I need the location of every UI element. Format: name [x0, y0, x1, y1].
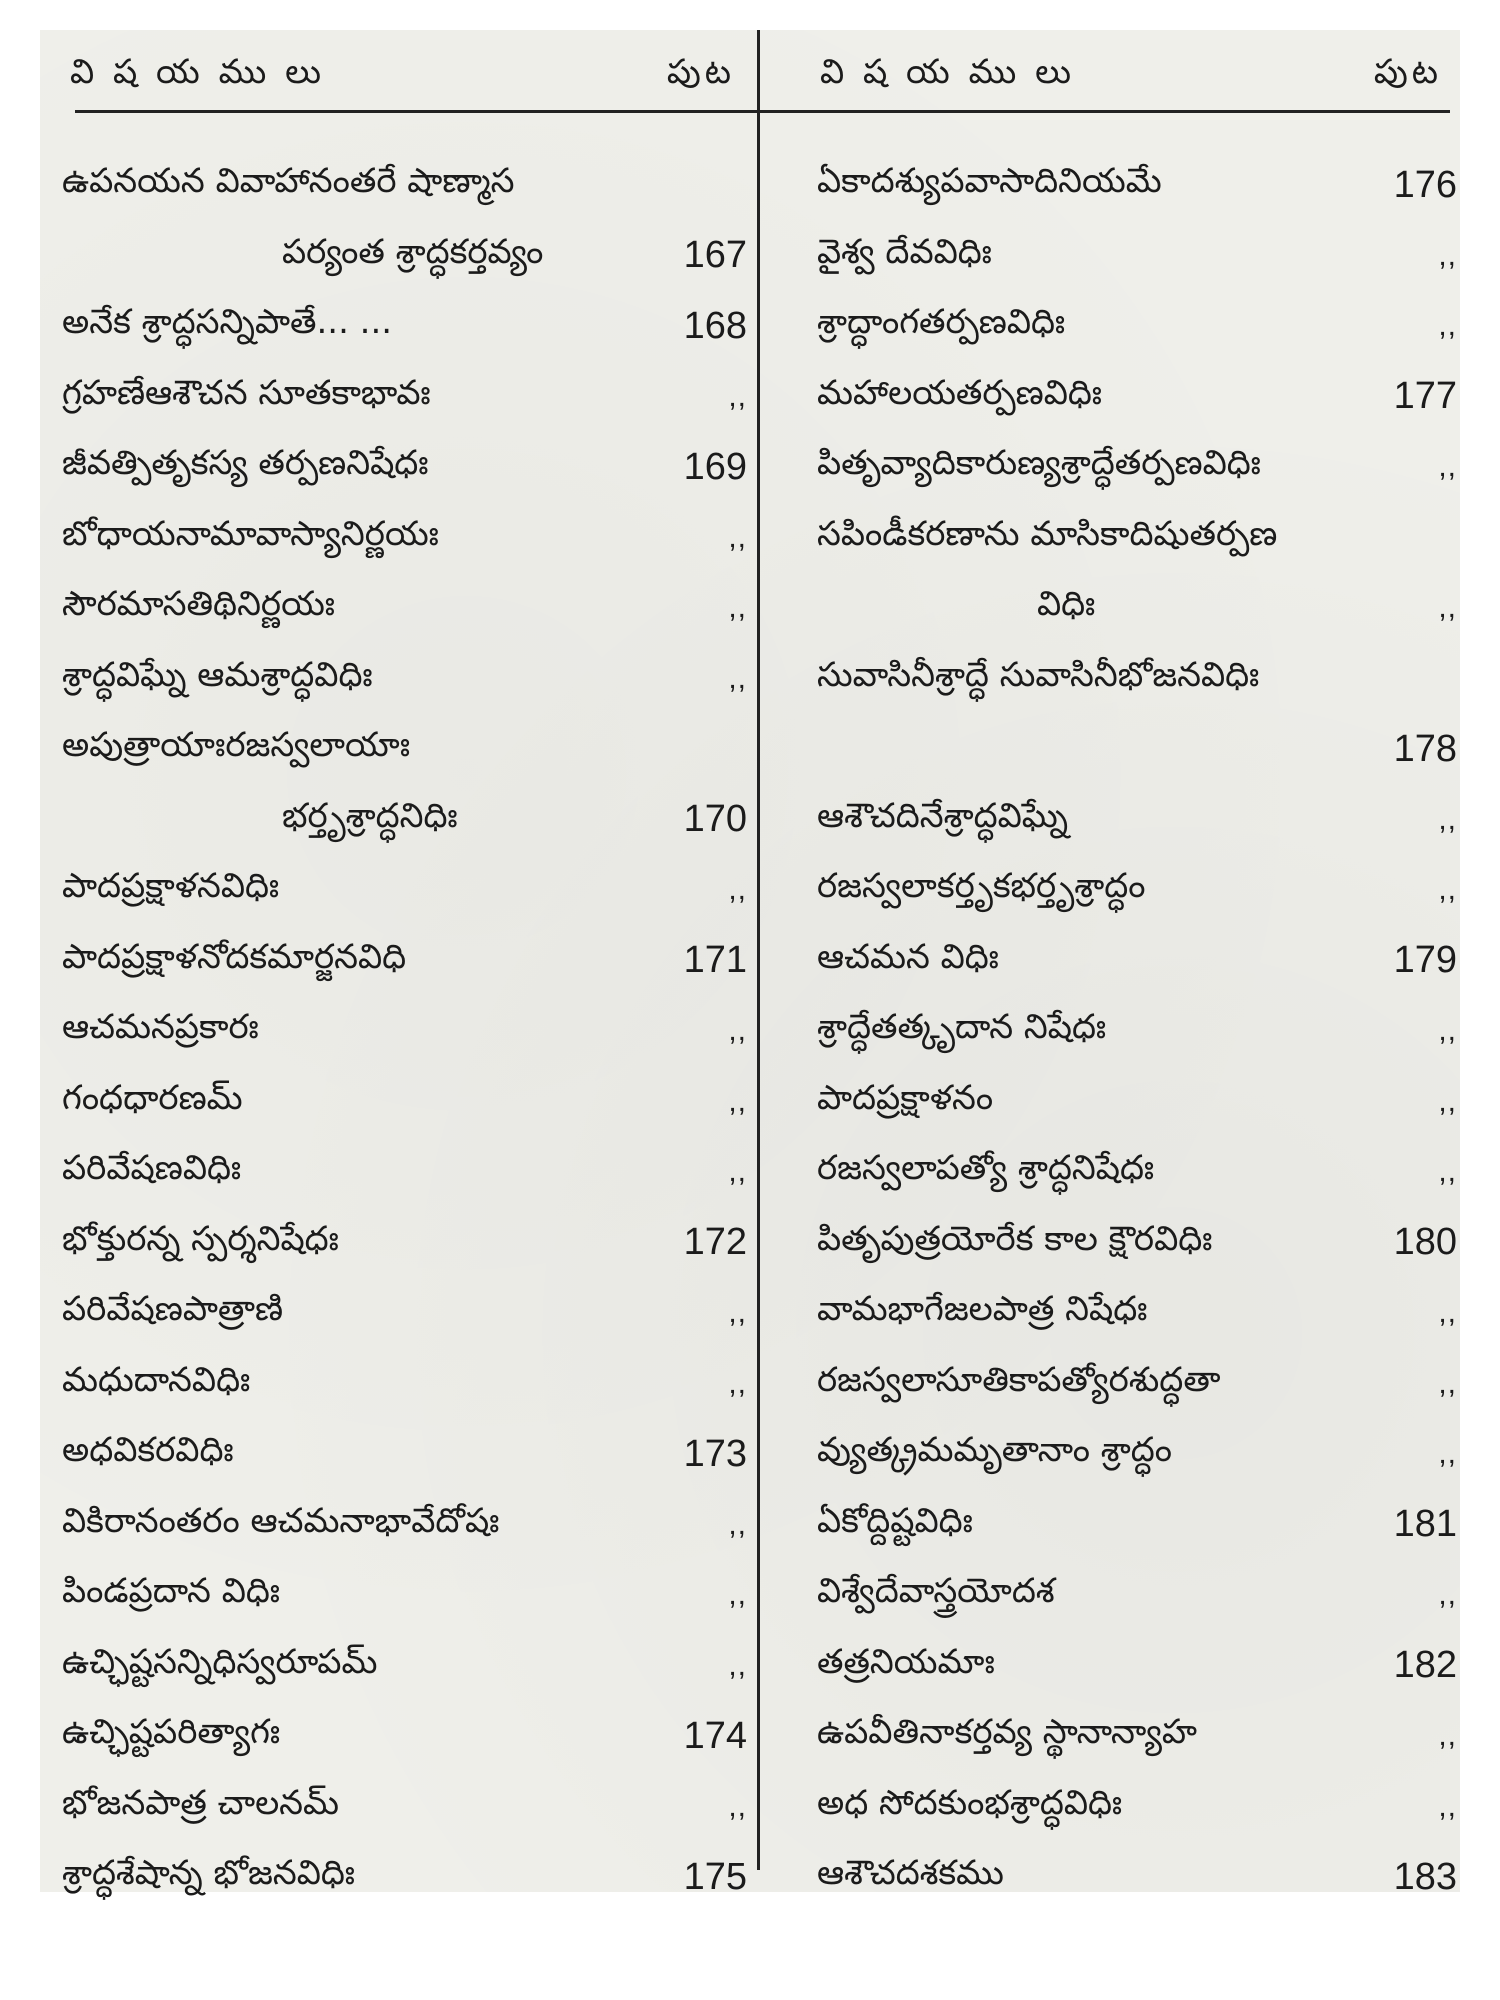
- index-entry: [62, 221, 747, 292]
- entry-title: పాదప్రక్షాళనోదకమార్జనవిధి: [62, 936, 407, 977]
- index-entry: [62, 150, 747, 221]
- index-entry: [817, 1137, 1457, 1208]
- entry-title: పర్యంత శ్రాద్ధకర్తవ్యం: [282, 231, 544, 272]
- entry-title: ఏకోద్దిష్టవిధిః: [817, 1500, 973, 1541]
- entry-title: పాదప్రక్షాళనవిధిః: [62, 866, 280, 907]
- entry-page-number: 181: [1393, 1503, 1457, 1546]
- index-entry: [62, 1208, 747, 1279]
- right-column: [765, 30, 1460, 1898]
- entry-title: అనేక శ్రాద్ధసన్నిపాతే... ...: [62, 302, 393, 343]
- index-entry: [62, 1067, 747, 1138]
- entry-page-number: 172: [683, 1221, 747, 1264]
- entry-title: తత్రనియమాః: [817, 1641, 995, 1682]
- index-entry: [817, 1560, 1457, 1631]
- index-entry: [62, 573, 747, 644]
- entry-title: సువాసినీశ్రాద్ధే సువాసినీభోజనవిధిః: [817, 654, 1260, 695]
- index-entry: [62, 1278, 747, 1349]
- entry-page-number: 180: [1393, 1221, 1457, 1264]
- index-entry: [817, 1842, 1457, 1913]
- index-entry: [817, 1278, 1457, 1349]
- entry-title: శ్రాద్ధేతత్కృదాన నిషేధః: [817, 1007, 1107, 1048]
- entry-page-number: 174: [683, 1714, 747, 1757]
- entry-page-number: ,,: [1438, 1366, 1457, 1400]
- entry-title: ఆచమనప్రకారః: [62, 1007, 259, 1048]
- index-entry: [817, 432, 1457, 503]
- entry-title: శ్రాద్ధవిఘ్నే ఆమశ్రాద్ధవిధిః: [62, 654, 373, 695]
- entry-title: రజస్వలాసూతికాపత్యోరశుద్ధతా: [817, 1359, 1221, 1400]
- entry-page-number: ,,: [728, 379, 747, 413]
- index-entry: [817, 1419, 1457, 1490]
- entry-page-number: ,,: [1438, 1084, 1457, 1118]
- entry-title: పితృవ్యాదికారుణ్యశ్రాద్ధేతర్పణవిధిః: [817, 443, 1261, 484]
- entry-title: ఉపవీతినాకర్తవ్య స్థానాన్యాహ: [817, 1712, 1198, 1753]
- entry-page-number: 183: [1393, 1855, 1457, 1898]
- index-entry: [62, 291, 747, 362]
- entry-page-number: ,,: [1438, 309, 1457, 343]
- entry-title: గంధధారణమ్: [62, 1077, 243, 1118]
- entry-title: గ్రహణేఆశౌచన సూతకాభావః: [62, 372, 431, 413]
- entry-page-number: 168: [683, 304, 747, 347]
- entry-page-number: ,,: [728, 873, 747, 907]
- entry-title: అధవికరవిధిః: [62, 1430, 234, 1471]
- subject-heading: వి ష య ము లు: [70, 52, 325, 92]
- index-entry: [817, 1631, 1457, 1702]
- left-index-list: [62, 150, 747, 1913]
- index-entry: [817, 785, 1457, 856]
- entry-page-number: ,,: [1438, 1155, 1457, 1189]
- entry-title: పితృపుత్రయోరేక కాల క్షౌరవిధిః: [817, 1218, 1213, 1259]
- entry-page-number: ,,: [728, 591, 747, 625]
- index-entry: [817, 1208, 1457, 1279]
- entry-page-number: ,,: [1438, 1719, 1457, 1753]
- entry-page-number: ,,: [1438, 1789, 1457, 1823]
- entry-title: ఆచమన విధిః: [817, 936, 999, 977]
- left-column: [40, 30, 755, 1898]
- entry-title: పరివేషణవిధిః: [62, 1148, 242, 1189]
- index-entry: [62, 996, 747, 1067]
- entry-page-number: ,,: [728, 1789, 747, 1823]
- entry-title: శ్రాద్ధశేషాన్న భోజనవిధిః: [62, 1853, 355, 1894]
- entry-title: విధిః: [1037, 584, 1096, 625]
- entry-page-number: ,,: [728, 1507, 747, 1541]
- left-column-header: [70, 48, 735, 100]
- entry-page-number: ,,: [728, 1648, 747, 1682]
- index-entry: [62, 1137, 747, 1208]
- entry-title: బోధాయనామావాస్యానిర్ణయః: [62, 513, 439, 554]
- index-entry: [62, 785, 747, 856]
- entry-title: పాదప్రక్షాళనం: [817, 1077, 994, 1118]
- entry-page-number: 177: [1393, 375, 1457, 418]
- index-entry: [62, 362, 747, 433]
- index-entry: [62, 1701, 747, 1772]
- index-entry: [817, 1490, 1457, 1561]
- index-entry: [817, 926, 1457, 997]
- entry-title: భోజనపాత్ర చాలనమ్: [62, 1782, 340, 1823]
- index-entry: [817, 1772, 1457, 1843]
- index-entry: [62, 926, 747, 997]
- entry-page-number: ,,: [728, 1296, 747, 1330]
- entry-title: వామభాగేజలపాత్ర నిషేధః: [817, 1289, 1148, 1330]
- index-entry: [817, 362, 1457, 433]
- entry-title: వైశ్వ దేవవిధిః: [817, 231, 992, 272]
- index-entry: [62, 432, 747, 503]
- column-divider: [757, 30, 760, 1870]
- entry-title: సౌరమాసతిథినిర్ణయః: [62, 584, 335, 625]
- index-entry: [817, 714, 1457, 785]
- index-entry: [817, 291, 1457, 362]
- entry-page-number: 178: [1393, 727, 1457, 770]
- entry-page-number: 171: [683, 939, 747, 982]
- index-entry: [62, 1419, 747, 1490]
- right-column-header: [820, 48, 1442, 100]
- entry-title: పిండప్రదాన విధిః: [62, 1571, 280, 1612]
- entry-page-number: ,,: [728, 1014, 747, 1048]
- entry-title: ఆశౌచదశకము: [817, 1853, 1004, 1894]
- entry-page-number: ,,: [728, 520, 747, 554]
- entry-title: ఉచ్ఛిష్టసన్నిధిస్వరూపమ్: [62, 1641, 378, 1682]
- entry-page-number: 169: [683, 445, 747, 488]
- index-entry: [62, 1349, 747, 1420]
- entry-title: ఉపనయన వివాహానంతరే షాణ్మాస: [62, 161, 515, 202]
- entry-title: వ్యుత్క్రమమృతానాం శ్రాద్ధం: [817, 1430, 1173, 1471]
- entry-page-number: 170: [683, 798, 747, 841]
- index-entry: [817, 855, 1457, 926]
- entry-title: శ్రాద్ధాంగతర్పణవిధిః: [817, 302, 1066, 343]
- index-entry: [817, 503, 1457, 574]
- index-entry: [62, 1560, 747, 1631]
- entry-page-number: ,,: [728, 1366, 747, 1400]
- index-entry: [62, 855, 747, 926]
- entry-title: మహాలయతర్పణవిధిః: [817, 372, 1102, 413]
- index-entry: [817, 221, 1457, 292]
- entry-title: పరివేషణపాత్రాణి: [62, 1289, 284, 1330]
- entry-page-number: ,,: [1438, 1437, 1457, 1471]
- entry-page-number: ,,: [728, 1578, 747, 1612]
- index-entry: [62, 1772, 747, 1843]
- page-heading: పుట: [666, 52, 735, 92]
- page-heading: పుట: [1373, 52, 1442, 92]
- entry-title: ఆశౌచదినేశ్రాద్ధవిఘ్నే: [817, 795, 1068, 836]
- entry-title: జీవత్పితృకస్య తర్పణనిషేధః: [62, 443, 429, 484]
- index-entry: [817, 1701, 1457, 1772]
- entry-page-number: 176: [1393, 163, 1457, 206]
- index-entry: [62, 644, 747, 715]
- entry-title: అపుత్రాయాఃరజస్వలాయాః: [62, 725, 411, 766]
- index-entry: [817, 644, 1457, 715]
- entry-page-number: ,,: [1438, 591, 1457, 625]
- index-entry: [62, 503, 747, 574]
- index-entry: [62, 1490, 747, 1561]
- entry-page-number: ,,: [1438, 238, 1457, 272]
- entry-page-number: ,,: [728, 661, 747, 695]
- entry-title: మధుదానవిధిః: [62, 1359, 251, 1400]
- entry-title: అధ సోదకుంభశ్రాద్ధవిధిః: [817, 1782, 1123, 1823]
- entry-page-number: ,,: [728, 1155, 747, 1189]
- entry-page-number: 175: [683, 1855, 747, 1898]
- index-entry: [62, 714, 747, 785]
- entry-page-number: ,,: [1438, 1296, 1457, 1330]
- entry-title: రజస్వలాపత్యో శ్రాద్ధనిషేధః: [817, 1148, 1155, 1189]
- entry-page-number: 167: [683, 234, 747, 277]
- entry-title: ఏకాదశ్యుపవాసాదినియమే: [817, 161, 1162, 202]
- entry-title: సపిండీకరణాను మాసికాదిషుతర్పణ: [817, 513, 1278, 554]
- entry-title: భర్తృశ్రాద్ధనిధిః: [282, 795, 458, 836]
- entry-page-number: ,,: [1438, 802, 1457, 836]
- subject-heading: వి ష య ము లు: [820, 52, 1075, 92]
- index-entry: [62, 1631, 747, 1702]
- entry-title: విశ్వేదేవాస్త్రయోదశ: [817, 1571, 1055, 1612]
- entry-page-number: ,,: [1438, 450, 1457, 484]
- entry-page-number: ,,: [728, 1084, 747, 1118]
- index-entry: [817, 996, 1457, 1067]
- index-entry: [817, 573, 1457, 644]
- entry-title: వికిరానంతరం ఆచమనాభావేదోషః: [62, 1500, 500, 1541]
- entry-page-number: 179: [1393, 939, 1457, 982]
- entry-page-number: 173: [683, 1432, 747, 1475]
- entry-page-number: 182: [1393, 1644, 1457, 1687]
- index-page-scan: [40, 30, 1460, 1898]
- index-entry: [817, 150, 1457, 221]
- index-entry: [62, 1842, 747, 1913]
- right-index-list: [817, 150, 1457, 1913]
- entry-page-number: ,,: [1438, 873, 1457, 907]
- entry-title: ఉచ్ఛిష్టపరిత్యాగః: [62, 1712, 281, 1753]
- entry-title: రజస్వలాకర్తృకభర్తృశ్రాద్ధం: [817, 866, 1146, 907]
- index-entry: [817, 1067, 1457, 1138]
- entry-page-number: ,,: [1438, 1578, 1457, 1612]
- entry-title: భోక్తురన్న స్పర్శనిషేధః: [62, 1218, 339, 1259]
- index-entry: [817, 1349, 1457, 1420]
- entry-page-number: ,,: [1438, 1014, 1457, 1048]
